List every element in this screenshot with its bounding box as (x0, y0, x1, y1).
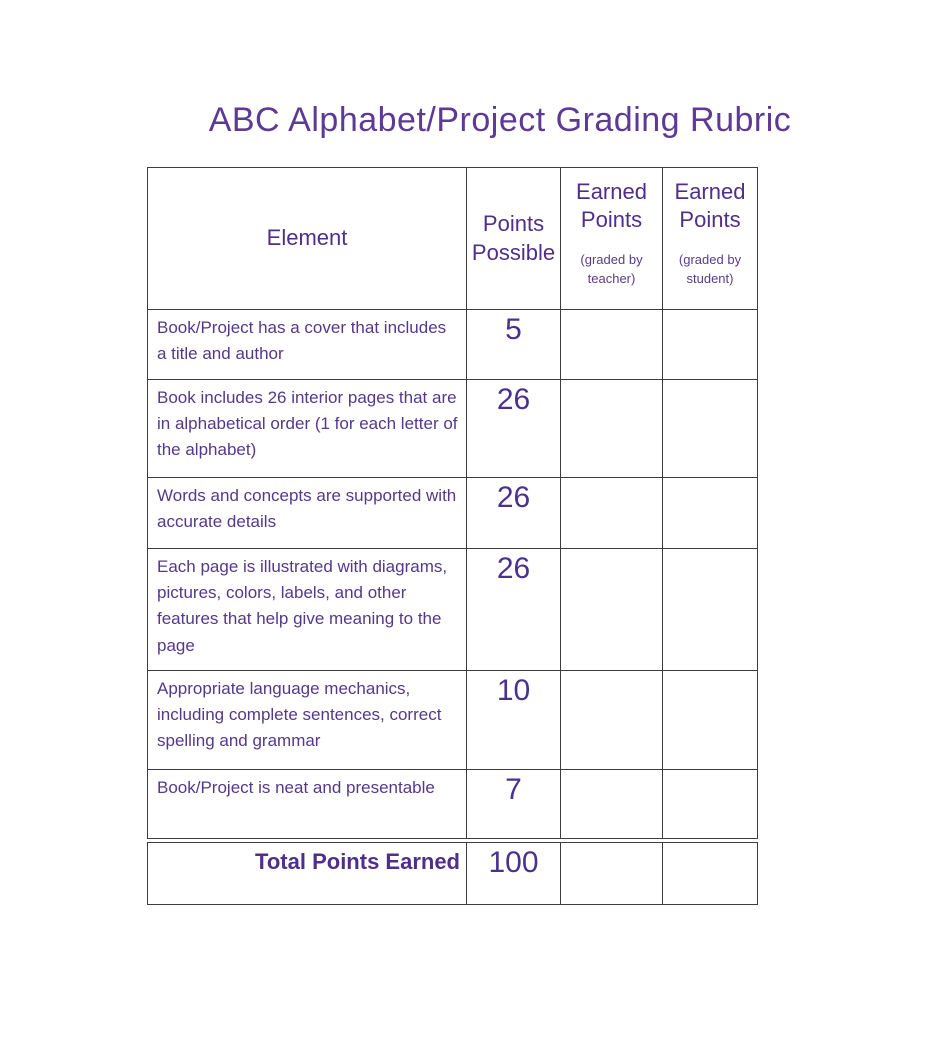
element-text: Words and concepts are supported with accurate details (148, 477, 467, 548)
earned-points-teacher-cell (561, 548, 663, 670)
table-row (148, 670, 758, 769)
table-row (148, 548, 758, 670)
total-points-earned-label: Total Points Earned (148, 842, 467, 904)
table-row (148, 309, 758, 379)
page-title: ABC Alphabet/Project Grading Rubric (208, 101, 792, 139)
element-text: Book/Project is neat and presentable (148, 769, 467, 838)
total-row-table (147, 842, 758, 905)
earned-points-teacher-cell (561, 379, 663, 477)
earned-points-teacher-cell (561, 309, 663, 379)
element-text: Book includes 26 interior pages that are in alphabetical order (1 for each letter of the alphabet) (148, 379, 467, 477)
earned-points-student-cell (663, 379, 758, 477)
earned-points-student-cell (663, 670, 758, 769)
points-possible-value: 26 (467, 477, 561, 548)
earned-points-student-cell (663, 548, 758, 670)
earned-points-teacher-cell (561, 477, 663, 548)
points-possible-value: 10 (467, 670, 561, 769)
points-possible-value: 26 (467, 379, 561, 477)
earned-points-student-cell (663, 477, 758, 548)
table-row (148, 379, 758, 477)
table-row (148, 477, 758, 548)
column-header-element: Element (148, 167, 467, 309)
column-header-earned-points-teacher (561, 167, 663, 309)
total-earned-teacher-cell (561, 842, 663, 904)
column-header-earned-points-student (663, 167, 758, 309)
earned-points-teacher-cell (561, 670, 663, 769)
column-header-points-possible: Points Possible (467, 167, 561, 309)
earned-points-teacher-cell (561, 769, 663, 838)
element-text: Appropriate language mechanics, including complete sentences, correct spelling and grammar (148, 670, 467, 769)
earned-points-student-label: Earned Points (674, 178, 746, 233)
element-text: Book/Project has a cover that includes a title and author (148, 309, 467, 379)
earned-points-teacher-label: Earned Points (576, 178, 647, 233)
points-possible-value: 7 (467, 769, 561, 838)
earned-points-student-cell (663, 769, 758, 838)
graded-by-student-sublabel: (graded by student) (678, 251, 742, 286)
total-row (148, 842, 758, 904)
points-possible-value: 26 (467, 548, 561, 670)
element-text: Each page is illustrated with diagrams, pictures, colors, labels, and other features that help give meaning to the page (148, 548, 467, 670)
header-row (148, 167, 758, 309)
total-points-possible-value: 100 (467, 842, 561, 904)
rubric-table (147, 167, 758, 839)
total-earned-student-cell (663, 842, 758, 904)
graded-by-teacher-sublabel: (graded by teacher) (580, 251, 643, 286)
earned-points-student-cell (663, 309, 758, 379)
points-possible-value: 5 (467, 309, 561, 379)
table-row (148, 769, 758, 838)
